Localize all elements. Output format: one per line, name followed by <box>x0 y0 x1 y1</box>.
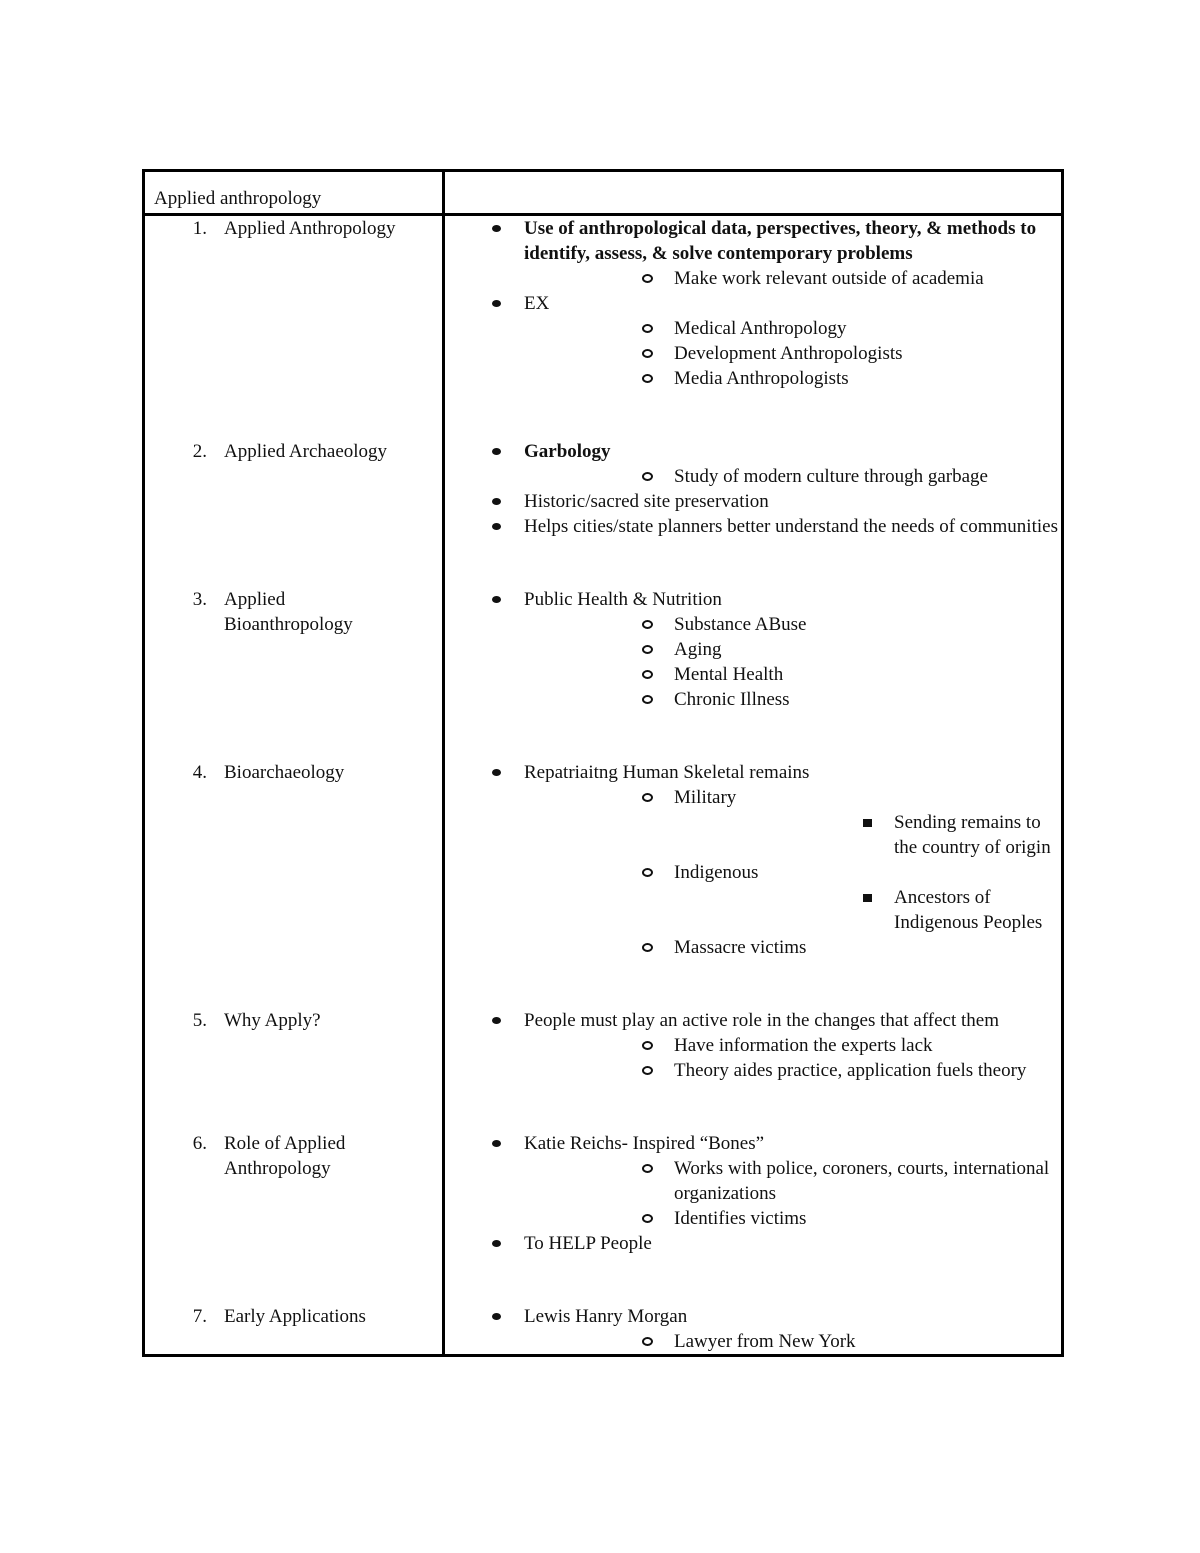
bullet-list-level-1 <box>445 587 1061 712</box>
topic-label-line: Applied Anthropology <box>224 218 396 239</box>
bullet-item <box>445 1231 1061 1256</box>
topic-label-line: Applied <box>224 589 286 610</box>
bullet-item <box>524 612 1061 637</box>
bullet-text: Medical Anthropology <box>674 318 847 339</box>
bullet-square-icon <box>863 894 872 902</box>
bullet-list-level-1 <box>445 439 1061 539</box>
bullet-circle-icon <box>642 868 653 877</box>
topic-label-line: Bioarchaeology <box>224 762 345 783</box>
bullet-circle-icon <box>642 374 653 383</box>
bullet-dot-icon <box>492 300 501 307</box>
bullet-list-level-2 <box>524 266 1061 291</box>
topic-notes <box>445 439 1061 539</box>
bullet-text: Lewis Hanry Morgan <box>524 1306 688 1327</box>
bullet-item <box>445 587 1061 712</box>
bullet-text: To HELP People <box>524 1233 652 1254</box>
topic-item <box>145 1131 442 1256</box>
topics-cell <box>144 215 444 1356</box>
bullet-text: Public Health & Nutrition <box>524 589 722 610</box>
topic-label-line: Why Apply? <box>224 1010 321 1031</box>
bullet-item <box>445 1131 1061 1231</box>
bullet-list-level-3 <box>674 885 1061 935</box>
bullet-text: Identifies victims <box>674 1208 807 1229</box>
bullet-text: Helps cities/state planners better understand the needs of communities <box>524 516 1058 537</box>
bullet-circle-icon <box>642 645 653 654</box>
topic-label-line: Applied Archaeology <box>224 441 388 462</box>
bullet-text: Sending remains to the country of origin <box>894 812 1051 858</box>
bullet-text: Use of anthropological data, perspectives, theory, & methods to identify, assess, & solve contemporary problems <box>524 218 1037 264</box>
bullet-list-level-2 <box>524 785 1061 960</box>
bullet-text: Development Anthropologists <box>674 343 903 364</box>
bullet-item <box>524 1058 1061 1083</box>
bullet-dot-icon <box>492 1313 501 1320</box>
bullet-item <box>445 514 1061 539</box>
bullet-text: Have information the experts lack <box>674 1035 933 1056</box>
table-header-row <box>144 171 1063 215</box>
bullet-item <box>445 439 1061 489</box>
bullet-item <box>524 687 1061 712</box>
bullet-circle-icon <box>642 349 653 358</box>
bullet-text: People must play an active role in the changes that affect them <box>524 1010 1000 1031</box>
topic-notes <box>445 760 1061 960</box>
bullet-list-level-1 <box>445 216 1061 391</box>
bullet-text: Historic/sacred site preservation <box>524 491 769 512</box>
bullet-circle-icon <box>642 670 653 679</box>
bullet-square-icon <box>863 819 872 827</box>
bullet-text: Katie Reichs- Inspired “Bones” <box>524 1133 765 1154</box>
bullet-item <box>445 1008 1061 1083</box>
bullet-list-level-2 <box>524 1033 1061 1083</box>
bullet-text: Media Anthropologists <box>674 368 849 389</box>
topic-label-line: Early Applications <box>224 1306 366 1327</box>
bullet-item <box>524 316 1061 341</box>
topic-item <box>145 587 442 712</box>
table-body-row <box>144 215 1063 1356</box>
bullet-dot-icon <box>492 225 501 232</box>
bullet-circle-icon <box>642 1164 653 1173</box>
header-right-cell <box>444 171 1063 215</box>
bullet-list-level-1 <box>445 760 1061 960</box>
bullet-dot-icon <box>492 769 501 776</box>
bullet-item <box>524 341 1061 366</box>
topic-notes <box>445 216 1061 391</box>
topic-number: 1. <box>192 218 207 239</box>
topic-label-line: Anthropology <box>224 1158 331 1179</box>
bullet-text: Repatriaitng Human Skeletal remains <box>524 762 810 783</box>
topic-item <box>145 439 442 539</box>
bullet-item <box>524 366 1061 391</box>
bullet-dot-icon <box>492 523 501 530</box>
bullet-text: EX <box>524 293 550 314</box>
bullet-text: Garbology <box>524 441 611 462</box>
topic-item <box>145 760 442 960</box>
bullet-list-level-1 <box>445 1131 1061 1256</box>
bullet-dot-icon <box>492 596 501 603</box>
bullet-item <box>445 291 1061 391</box>
bullet-text: Aging <box>674 639 722 660</box>
bullet-circle-icon <box>642 793 653 802</box>
bullet-item <box>524 1033 1061 1058</box>
bullet-circle-icon <box>642 1337 653 1346</box>
notes-cell <box>444 215 1063 1356</box>
bullet-dot-icon <box>492 1140 501 1147</box>
bullet-item <box>524 266 1061 291</box>
bullet-circle-icon <box>642 620 653 629</box>
bullet-circle-icon <box>642 274 653 283</box>
bullet-item <box>524 935 1061 960</box>
bullet-circle-icon <box>642 1214 653 1223</box>
bullet-circle-icon <box>642 1041 653 1050</box>
topic-number: 6. <box>192 1133 207 1154</box>
topic-number: 7. <box>192 1306 207 1327</box>
bullet-list-level-1 <box>445 1008 1061 1083</box>
header-left-cell <box>144 171 444 215</box>
topic-notes <box>445 1304 1061 1354</box>
bullet-text: Substance ABuse <box>674 614 807 635</box>
bullet-circle-icon <box>642 472 653 481</box>
bullet-circle-icon <box>642 695 653 704</box>
bullet-text: Lawyer from New York <box>674 1331 856 1352</box>
bullet-text: Indigenous <box>674 862 759 883</box>
topic-item <box>145 1008 442 1083</box>
bullet-text: Make work relevant outside of academia <box>674 268 984 289</box>
bullet-text: Military <box>674 787 737 808</box>
bullet-text: Massacre victims <box>674 937 807 958</box>
bullet-item <box>445 760 1061 960</box>
bullet-list-level-2 <box>524 612 1061 712</box>
bullet-item <box>445 1304 1061 1354</box>
topic-number: 5. <box>192 1010 207 1031</box>
bullet-list-level-1 <box>445 1304 1061 1354</box>
bullet-list-level-2 <box>524 316 1061 391</box>
bullet-list-level-2 <box>524 1329 1061 1354</box>
bullet-item <box>524 785 1061 860</box>
bullet-list-level-3 <box>674 810 1061 860</box>
bullet-text: Chronic Illness <box>674 689 790 710</box>
bullet-item <box>674 885 1061 935</box>
bullet-item <box>674 810 1061 860</box>
bullet-item <box>524 1156 1061 1206</box>
bullet-item <box>524 464 1061 489</box>
notes-table <box>142 169 1064 1357</box>
bullet-item <box>524 860 1061 935</box>
bullet-text: Works with police, coroners, courts, international organizations <box>674 1158 1050 1204</box>
bullet-item <box>524 662 1061 687</box>
table-title: Applied anthropology <box>154 188 322 209</box>
bullet-list-level-2 <box>524 1156 1061 1231</box>
topic-label-line: Role of Applied <box>224 1133 346 1154</box>
topic-item <box>145 216 442 391</box>
bullet-circle-icon <box>642 943 653 952</box>
bullet-text: Mental Health <box>674 664 784 685</box>
bullet-dot-icon <box>492 1240 501 1247</box>
bullet-circle-icon <box>642 324 653 333</box>
topic-notes <box>445 1008 1061 1083</box>
topic-notes <box>445 587 1061 712</box>
bullet-item <box>445 489 1061 514</box>
bullet-item <box>445 216 1061 291</box>
topic-item <box>145 1304 442 1354</box>
topic-number: 2. <box>192 441 207 462</box>
bullet-text: Theory aides practice, application fuels theory <box>674 1060 1027 1081</box>
bullet-item <box>524 1329 1061 1354</box>
bullet-dot-icon <box>492 498 501 505</box>
bullet-circle-icon <box>642 1066 653 1075</box>
bullet-text: Study of modern culture through garbage <box>674 466 988 487</box>
bullet-text: Ancestors of Indigenous Peoples <box>894 887 1043 933</box>
bullet-list-level-2 <box>524 464 1061 489</box>
bullet-dot-icon <box>492 448 501 455</box>
topic-number: 3. <box>192 589 207 610</box>
bullet-dot-icon <box>492 1017 501 1024</box>
topic-label-line: Bioanthropology <box>224 614 353 635</box>
bullet-item <box>524 637 1061 662</box>
bullet-item <box>524 1206 1061 1231</box>
topic-number: 4. <box>192 762 207 783</box>
topic-notes <box>445 1131 1061 1256</box>
